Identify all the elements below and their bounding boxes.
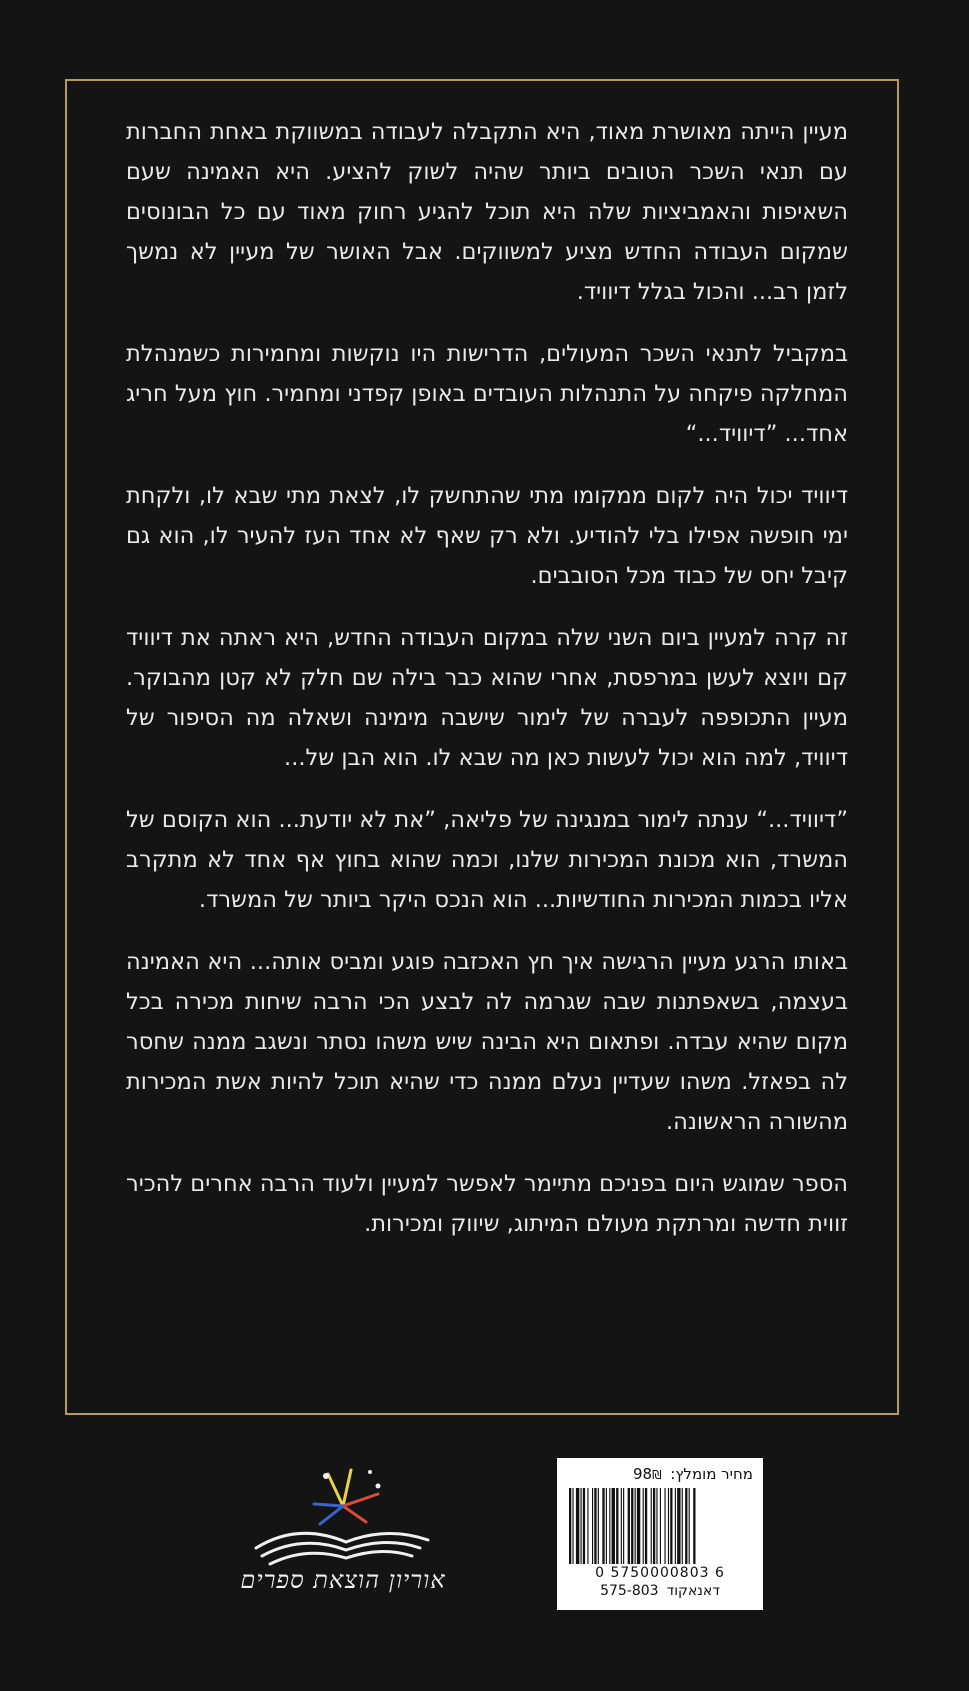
barcode-bar bbox=[594, 1488, 596, 1564]
barcode-number: 0 5750000803 6 bbox=[595, 1565, 725, 1581]
barcode-bar bbox=[689, 1488, 690, 1564]
barcode-bar bbox=[612, 1488, 615, 1564]
barcode-bar bbox=[643, 1488, 644, 1564]
barcode-bar bbox=[668, 1488, 669, 1564]
barcode-bar bbox=[598, 1488, 599, 1564]
shekel-icon: ₪ bbox=[652, 1468, 662, 1482]
recommended-price bbox=[567, 1464, 753, 1486]
blurb-paragraph: במקביל לתנאי השכר המעולים, הדרישות היו נוקשות ומחמירות כשמנהלת המחלקה פיקחה על התנהלות העובדים באופן קפדני ומחמיר. חוץ מעל חריג אחד... ”דיוויד...“ bbox=[126, 341, 848, 447]
blurb-paragraph: הספר שמוגש היום בפניכם מתיימר לאפשר למעיין ולעוד הרבה אחרים להכיר זווית חדשה ומרתקת מעולם המיתוג, שיווק ומכירות. bbox=[126, 1171, 848, 1237]
barcode-sticker bbox=[557, 1458, 763, 1610]
barcode-bar bbox=[628, 1488, 630, 1564]
publisher-logo bbox=[240, 1464, 448, 1604]
barcode-bar bbox=[576, 1488, 579, 1564]
barcode-bar bbox=[581, 1488, 582, 1564]
barcode-bar bbox=[609, 1488, 610, 1564]
barcode-bar bbox=[583, 1488, 585, 1564]
barcode-bar bbox=[616, 1488, 618, 1564]
barcode-bar bbox=[656, 1488, 657, 1564]
barcode-bar bbox=[631, 1488, 633, 1564]
barcode-bar bbox=[664, 1488, 665, 1564]
barcode-bar bbox=[569, 1488, 571, 1564]
barcode-bar bbox=[592, 1488, 593, 1564]
barcode-bar bbox=[602, 1488, 604, 1564]
barcode-bar bbox=[677, 1488, 680, 1564]
blurb-paragraph: מעיין הייתה מאושרת מאוד, היא התקבלה לעבודה במשווקת באחת החברות עם תנאי השכר הטובים ביותר שהיה לשוק להציע. היא האמינה שעם השאיפות והאמביציות שלה היא תוכל להגיע רחוק מאוד עם כל הבונוסים שמקום העבודה החדש מציע למשווקים. אבל האושר של מעיין לא נמשך לזמן רב... והכול בגלל דיוויד. bbox=[126, 119, 848, 305]
blurb-paragraph: דיוויד יכול היה לקום ממקומו מתי שהתחשק לו, לצאת מתי שבא לו, ולקחת ימי חופשה אפילו בלי להודיע. ולא רק שאף לא אחד העז להעיר לו, הוא גם קיבל יחס של כבוד מכל הסובבים. bbox=[126, 483, 848, 589]
back-cover-blurb bbox=[126, 112, 848, 1244]
publisher-name: אוריון הוצאת ספרים bbox=[240, 1566, 446, 1594]
barcode-bar bbox=[637, 1488, 640, 1564]
barcode-bar bbox=[670, 1488, 672, 1564]
barcode-bar bbox=[660, 1488, 661, 1564]
price-label: מחיר מומלץ: 98 bbox=[633, 1465, 753, 1483]
barcode-bar bbox=[621, 1488, 622, 1564]
blurb-paragraph: ”דיוויד...“ ענתה לימור במנגינה של פליאה, ”את לא יודעת... הוא הקוסם של המשרד, הוא מכונת המכירות שלנו, וכמה שהוא בחוץ אף אחד לא מתקרב אליו בכמות המכירות החודשיות... הוא הנכס היקר ביותר של המשרד. bbox=[126, 807, 848, 913]
barcode-icon bbox=[567, 1488, 753, 1564]
blurb-paragraph: באותו הרגע מעיין הרגישה איך חץ האכזבה פוגע ומביס אותה... היא האמינה בעצמה, בשאפתנות שבה שגרמה לה לבצע הכי הרבה שיחות מכירה בכל מקום שהיא עבדה. ופתאום היא הבינה שיש משהו נסתר ונשגב ממנה שחסר לה בפאזל. משהו שעדיין נעלם ממנה כדי שהיא תוכל להיות אשת המכירות מהשורה הראשונה. bbox=[126, 949, 848, 1135]
dana-code-row bbox=[567, 1582, 753, 1600]
barcode-bar bbox=[587, 1488, 588, 1564]
dana-label: דאנאקוד bbox=[666, 1583, 720, 1599]
barcode-bar bbox=[651, 1488, 652, 1564]
dana-code: 575-803 bbox=[600, 1583, 659, 1599]
barcode-bar bbox=[572, 1488, 573, 1564]
barcode-bar bbox=[645, 1488, 647, 1564]
barcode-bar bbox=[693, 1488, 695, 1564]
blurb-paragraph: זה קרה למעיין ביום השני שלה במקום העבודה החדש, היא ראתה את דיוויד קם ויוצא לעשן במרפסת, אחרי שהוא כבר בילה שם חלק לא קטן מהבוקר. מעיין התכופפה לעברה של לימור שישבה מימינה ושאלה מה הסיפור של דיוויד, למה הוא יכול לעשות כאן מה שבא לו. הוא הבן של... bbox=[126, 625, 848, 771]
barcode-bar bbox=[653, 1488, 655, 1564]
barcode-bar bbox=[675, 1488, 676, 1564]
barcode-bar bbox=[685, 1488, 687, 1564]
barcode-bar bbox=[606, 1488, 607, 1564]
barcode-bar bbox=[623, 1488, 624, 1564]
open-book-star-icon bbox=[248, 1464, 448, 1574]
barcode-bar bbox=[682, 1488, 683, 1564]
barcode-bar bbox=[635, 1488, 636, 1564]
